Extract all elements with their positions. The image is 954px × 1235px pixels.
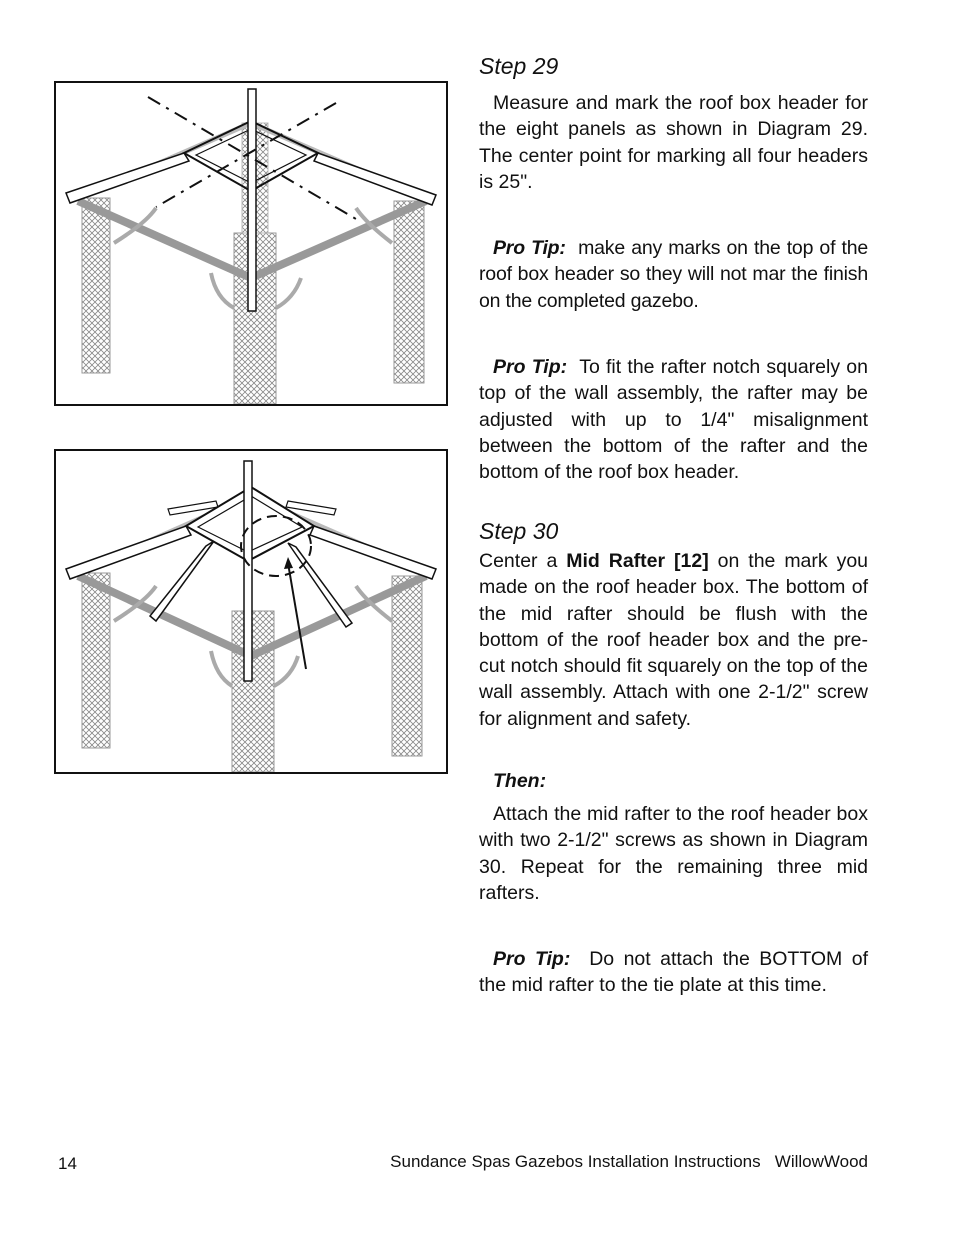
rafter-left [66,526,191,579]
step-30-title: Step 30 [479,518,559,544]
rafter-right [314,153,436,205]
footer-title: Sundance Spas Gazebos Installation Instructions WillowWood [390,1152,868,1171]
gazebo-roof-box-marking-illustration [56,83,446,404]
right-post [394,201,424,383]
step-29-pro-tip-1 [479,235,868,314]
then-label: Then: [493,770,547,792]
right-post [392,576,422,756]
pro-tip-label: Pro Tip: [493,237,566,259]
intro-text: Center a [479,550,558,572]
king-post [248,89,256,311]
pro-tip-label: Pro Tip: [493,356,568,378]
left-post [82,573,110,748]
rafter-left [66,153,189,203]
pro-tip-text: make any marks on the top of the roof box header so they will not mar the finish on the completed gazebo. [479,237,868,312]
page-number: 14 [58,1154,77,1173]
king-post [244,461,252,681]
pro-tip-label: Pro Tip: [493,948,571,970]
gazebo-mid-rafter-illustration [56,451,446,772]
pro-tip-text: Do not attach the BOTTOM of the mid rafter to the tie plate at this time. [479,948,868,997]
front-post [232,611,274,772]
step-29-pro-tip-2 [479,354,868,485]
intro-text-continued: on the mark you made on the roof header box. The bottom of the mid rafter should be flush with the bottom of the roof header box and the pre-cut notch should fit squarely on the top of the wall assembly. Attach with one 2-1/2" screw for alignment and safety. [479,550,869,730]
diagram-29 [54,81,448,406]
rafter-right [310,526,436,579]
mid-rafter-left [150,541,214,621]
pro-tip-text: To fit the rafter notch squarely on top of the wall assembly, the rafter may be adjusted with up to 1/4" misalignment between the bottom of the rafter and the bottom of the roof box header. [479,356,868,484]
step-29-body: Measure and mark the roof box header for the eight panels as shown in Diagram 29. The center point for marking all four headers is 25". [479,92,868,193]
step-30-body [479,548,868,732]
left-post [82,198,110,373]
step-29-title: Step 29 [479,53,559,79]
then-text: Attach the mid rafter to the roof header box with two 2-1/2" screws as shown in Diagram 30. Repeat for the remaining three mid rafters. [479,803,868,904]
part-name: Mid Rafter [12] [566,550,709,572]
diagram-30 [54,449,448,774]
pointer-arrow [288,563,306,669]
step-30-pro-tip [479,946,868,999]
